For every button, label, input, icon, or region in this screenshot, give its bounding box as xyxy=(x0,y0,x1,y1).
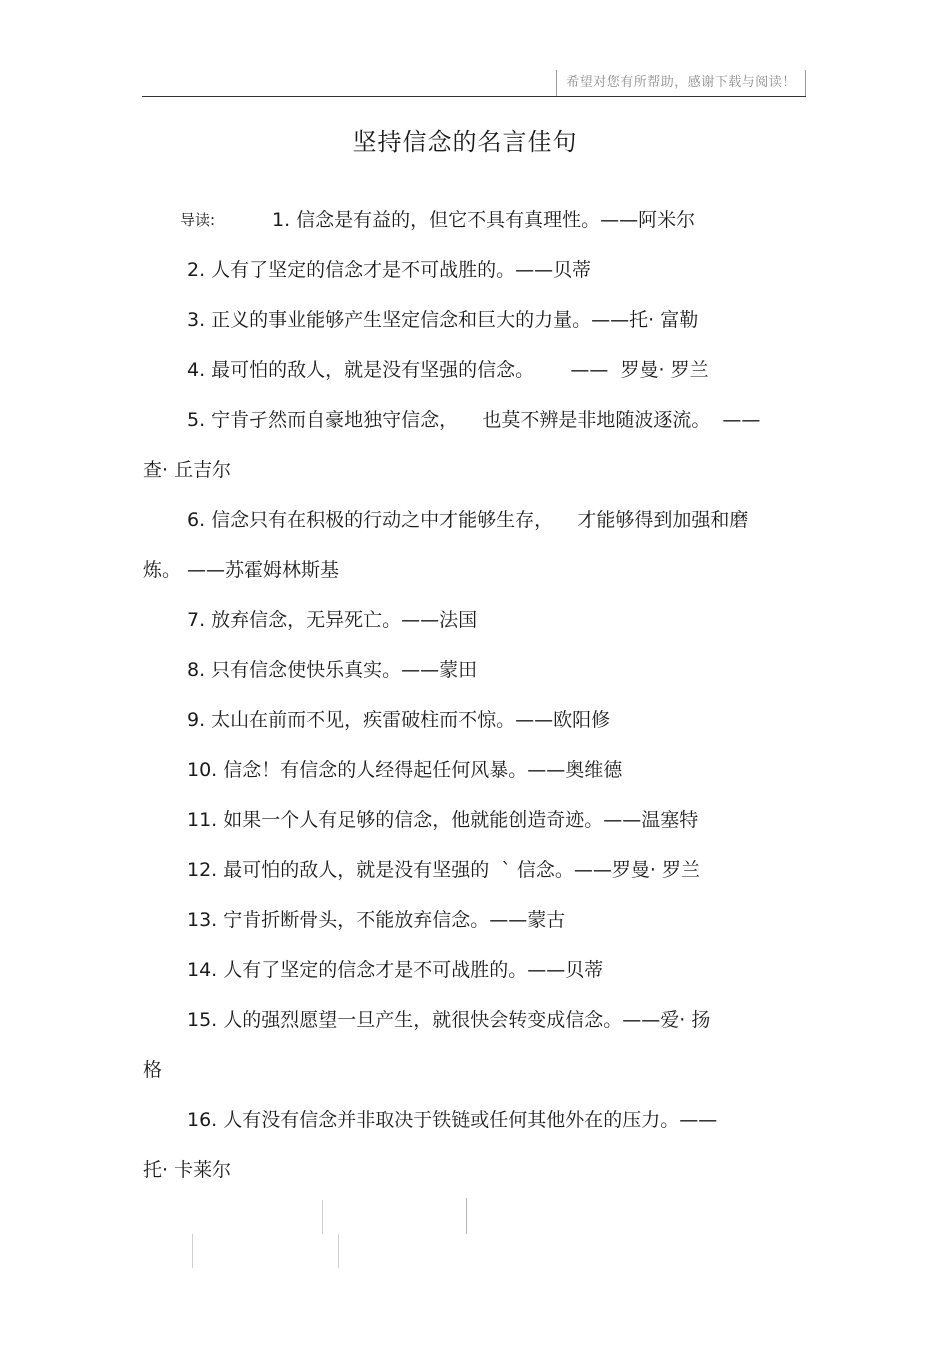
scan-artifact-line xyxy=(192,1234,193,1268)
header-divider xyxy=(142,96,806,97)
quote-line: 15. 人的强烈愿望一旦产生，就很快会转变成信念。——爱· 扬 xyxy=(187,1009,711,1031)
quote-line: 14. 人有了坚定的信念才是不可战胜的。——贝蒂 xyxy=(187,959,604,981)
quote-line-continued: 格 xyxy=(143,1059,163,1081)
quote-line-continued: 查· 丘吉尔 xyxy=(143,459,232,481)
quote-line: 5. 宁肯孑然而自豪地独守信念， 也莫不辨是非地随波逐流。 —— xyxy=(187,409,761,431)
header-note: 希望对您有所帮助，感谢下载与阅读！ xyxy=(556,70,806,96)
quote-line: 4. 最可怕的敌人，就是没有坚强的信念。 —— 罗曼· 罗兰 xyxy=(187,359,709,381)
quote-line: 3. 正义的事业能够产生坚定信念和巨大的力量。——托· 富勒 xyxy=(187,309,699,331)
lead-label: 导读: xyxy=(180,211,216,229)
quote-line: 12. 最可怕的敌人，就是没有坚强的 ` 信念。——罗曼· 罗兰 xyxy=(187,859,700,881)
quote-line: 11. 如果一个人有足够的信念，他就能创造奇迹。——温塞特 xyxy=(187,809,699,831)
quote-line-continued: 托· 卡莱尔 xyxy=(143,1159,232,1181)
quote-line: 13. 宁肯折断骨头，不能放弃信念。——蒙古 xyxy=(187,909,566,931)
scan-artifact-line xyxy=(338,1234,339,1268)
quote-line: 16. 人有没有信念并非取决于铁链或任何其他外在的压力。—— xyxy=(187,1109,718,1131)
quote-line: 9. 太山在前而不见，疾雷破柱而不惊。——欧阳修 xyxy=(187,709,611,731)
scan-artifact-line xyxy=(322,1200,323,1234)
quote-line: 6. 信念只有在积极的行动之中才能够生存， 才能够得到加强和磨 xyxy=(187,509,749,531)
scan-artifact-line xyxy=(466,1198,467,1234)
quote-line: 2. 人有了坚定的信念才是不可战胜的。——贝蒂 xyxy=(187,259,592,281)
quote-line: 10. 信念！有信念的人经得起任何风暴。——奥维德 xyxy=(187,759,623,781)
quote-line: 8. 只有信念使快乐真实。——蒙田 xyxy=(187,659,478,681)
quote-line-continued: 炼。 ——苏霍姆林斯基 xyxy=(143,559,340,581)
quote-line: 1. 信念是有益的，但它不具有真理性。——阿米尔 xyxy=(272,209,696,231)
quote-line: 7. 放弃信念，无异死亡。——法国 xyxy=(187,609,478,631)
page-title: 坚持信念的名言佳句 xyxy=(352,128,578,156)
